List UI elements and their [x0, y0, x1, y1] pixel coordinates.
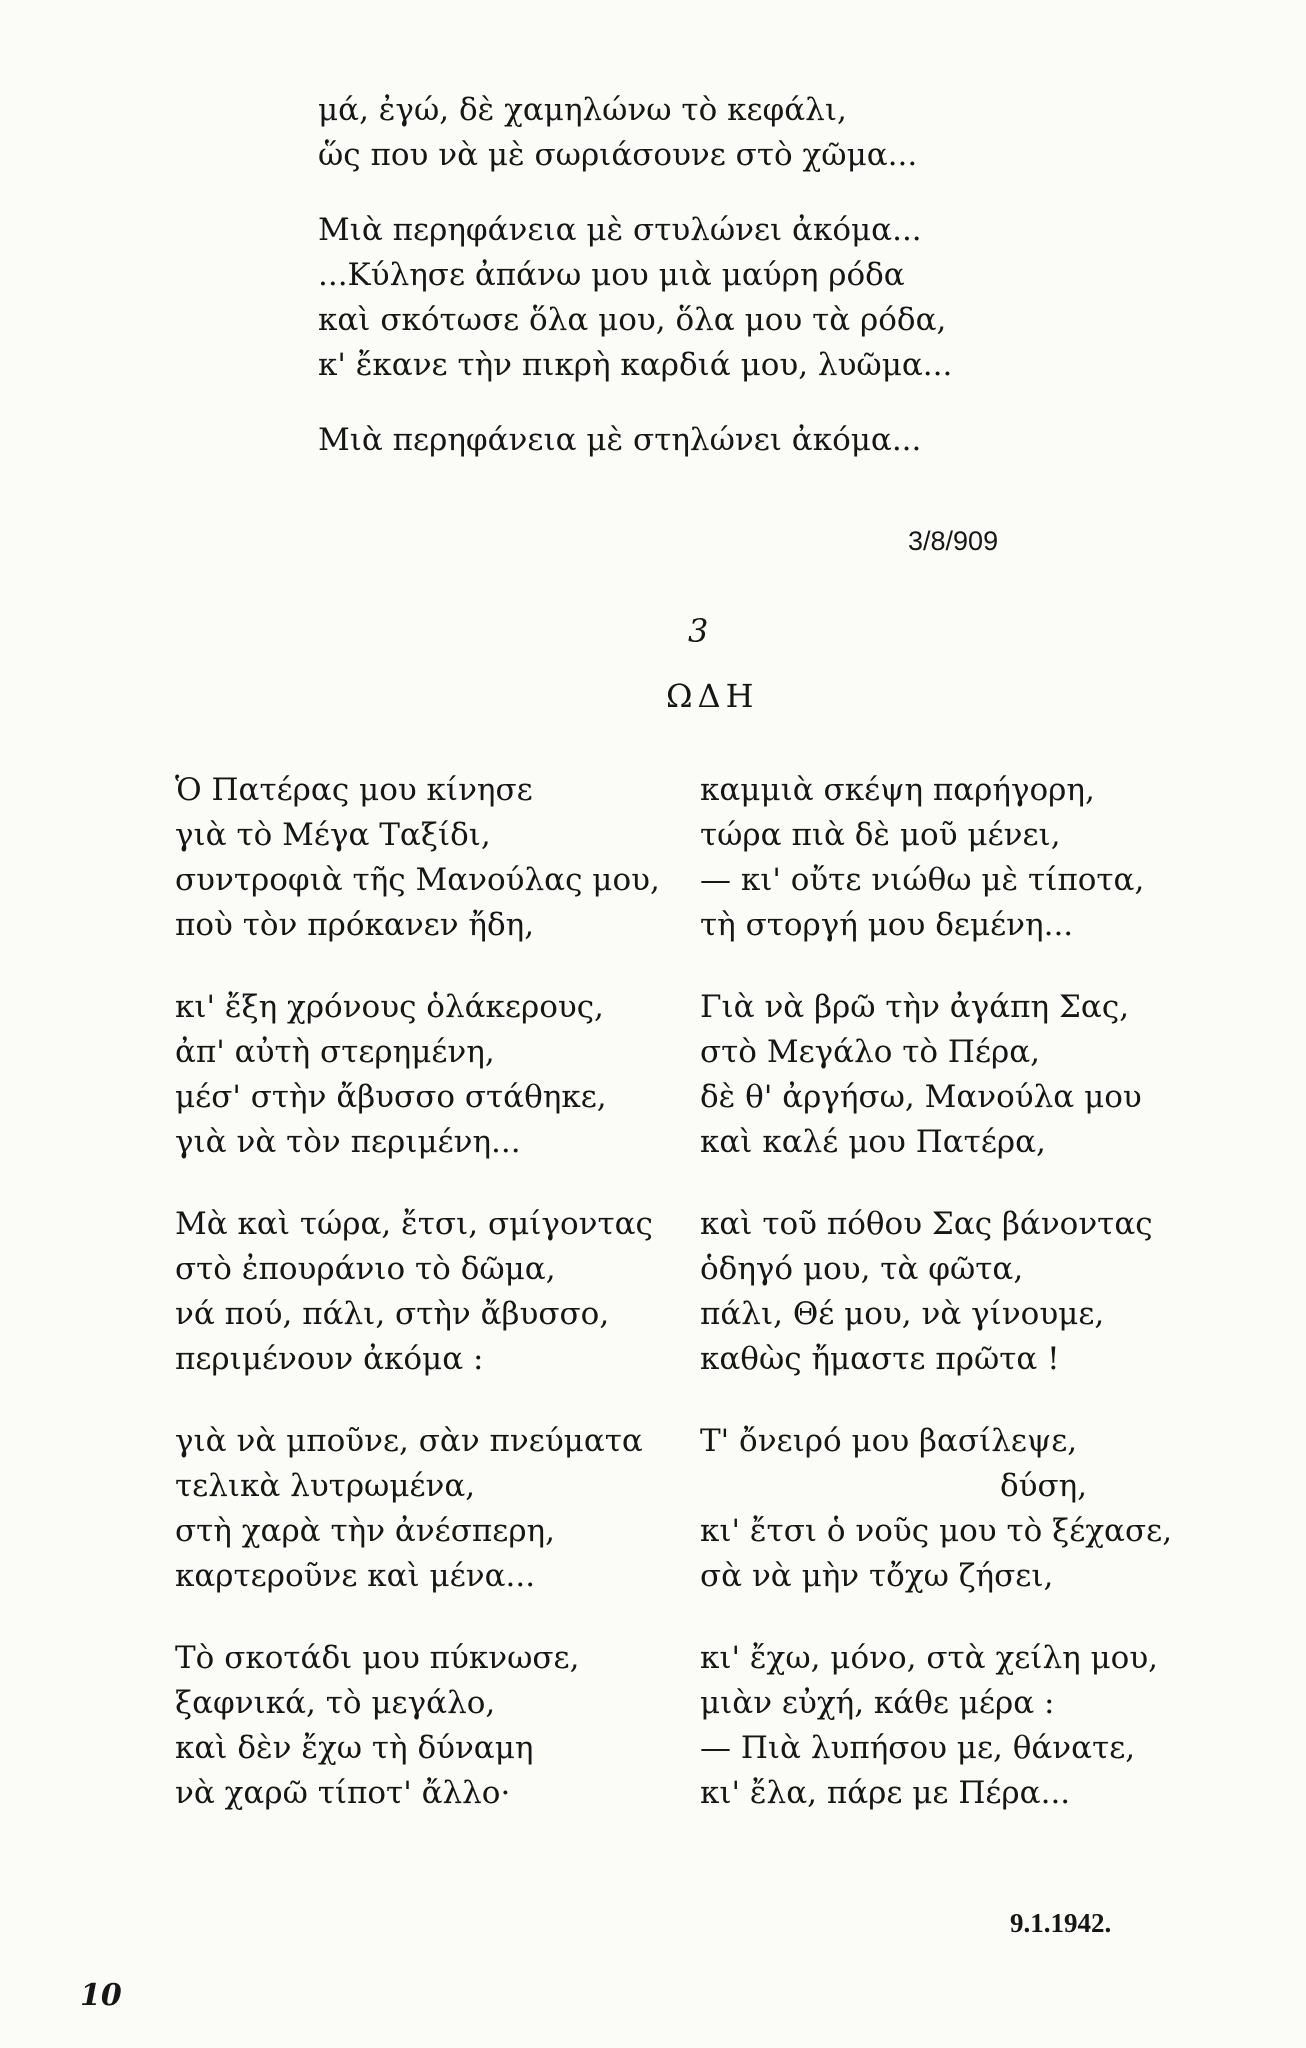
verse-line: κι' ἔξη χρόνους ὁλάκερους,: [175, 989, 604, 1025]
page-number: 10: [80, 1978, 122, 2013]
verse-line: γιὰ νὰ μποῦνε, σὰν πνεύματα: [175, 1423, 643, 1459]
stanza: [175, 768, 695, 948]
verse-line: νά πού, πάλι, στὴν ἄβυσσο,: [175, 1296, 610, 1332]
stanza: [700, 1202, 1220, 1382]
verse-line: γιὰ τὸ Μέγα Ταξίδι,: [175, 817, 491, 853]
stanza: [318, 418, 1078, 463]
verse-line: καὶ σκότωσε ὅλα μου, ὅλα μου τὰ ρόδα,: [318, 302, 947, 338]
poem-date: 9.1.1942.: [1010, 1908, 1112, 1938]
verse-line: συντροφιὰ τῆς Μανούλας μου,: [175, 862, 660, 898]
verse-line: στὴ χαρὰ τὴν ἀνέσπερη,: [175, 1513, 555, 1549]
poem-continuation: [318, 88, 1078, 493]
verse-line: καρτεροῦνε καὶ μένα...: [175, 1558, 536, 1594]
verse-line: Τ' ὄνειρό μου βασίλεψε,: [700, 1423, 1078, 1459]
verse-line: γιὰ νὰ τὸν περιμένη...: [175, 1124, 521, 1160]
verse-line: ὥς που νὰ μὲ σωριάσουνε στὸ χῶμα...: [318, 137, 918, 173]
verse-line: σὰ νὰ μὴν τὄχω ζήσει,: [700, 1558, 1054, 1594]
verse-line: τώρα πιὰ δὲ μοῦ μένει,: [700, 817, 1061, 853]
stanza: [700, 1636, 1220, 1816]
verse-line: τὴ στοργή μου δεμένη...: [700, 907, 1074, 943]
verse-line: κ' ἔκανε τὴν πικρὴ καρδιά μου, λυῶμα...: [318, 347, 953, 383]
verse-line: κι' ἔλα, πάρε με Πέρα...: [700, 1775, 1071, 1811]
verse-line: καὶ καλέ μου Πατέρα,: [700, 1124, 1046, 1160]
verse-line: δὲ θ' ἀργήσω, Μανούλα μου: [700, 1079, 1142, 1115]
stanza: [318, 208, 1078, 388]
verse-line: μέσ' στὴν ἄβυσσο στάθηκε,: [175, 1079, 607, 1115]
verse-line: στὸ ἐπουράνιο τὸ δῶμα,: [175, 1251, 556, 1287]
verse-line: κι' ἔτσι ὁ νοῦς μου τὸ ξέχασε,: [700, 1513, 1173, 1549]
verse-line: — Πιὰ λυπήσου με, θάνατε,: [700, 1730, 1136, 1766]
stanza: [318, 88, 1078, 178]
poem-right-column: [700, 768, 1220, 1853]
verse-line: νὰ χαρῶ τίποτ' ἄλλο·: [175, 1775, 511, 1811]
stanza: [175, 985, 695, 1165]
verse-line: ποὺ τὸν πρόκανεν ἤδη,: [175, 907, 535, 943]
verse-line: ὁδηγό μου, τὰ φῶτα,: [700, 1251, 1024, 1287]
verse-line: Μὰ καὶ τώρα, ἔτσι, σμίγοντας: [175, 1206, 653, 1242]
verse-line: Μιὰ περηφάνεια μὲ στυλώνει ἀκόμα...: [318, 212, 922, 248]
poem-left-column: [175, 768, 695, 1853]
verse-line: Γιὰ νὰ βρῶ τὴν ἀγάπη Σας,: [700, 989, 1130, 1025]
stanza: [175, 1419, 695, 1599]
verse-line: ἀπ' αὐτὴ στερημένη,: [175, 1034, 495, 1070]
stanza: [700, 768, 1220, 948]
section-title: ΩΔΗ: [666, 677, 759, 715]
verse-line: περιμένουν ἀκόμα :: [175, 1341, 484, 1377]
verse-line: ξαφνικά, τὸ μεγάλο,: [175, 1685, 496, 1721]
stanza: [175, 1202, 695, 1382]
verse-line: καὶ δὲν ἔχω τὴ δύναμη: [175, 1730, 534, 1766]
section-number: 3: [688, 612, 709, 650]
stanza: [700, 1419, 1220, 1599]
verse-line: δύση,: [1000, 1468, 1088, 1504]
verse-line: καθὼς ἤμαστε πρῶτα !: [700, 1341, 1060, 1377]
verse-line: μά, ἐγώ, δὲ χαμηλώνω τὸ κεφάλι,: [318, 92, 847, 128]
verse-line: ...Κύλησε ἀπάνω μου μιὰ μαύρη ρόδα: [318, 257, 905, 293]
verse-line: καμμιὰ σκέψη παρήγορη,: [700, 772, 1095, 808]
verse-line: Ὁ Πατέρας μου κίνησε: [175, 772, 533, 808]
verse-line: στὸ Μεγάλο τὸ Πέρα,: [700, 1034, 1041, 1070]
verse-line: καὶ τοῦ πόθου Σας βάνοντας: [700, 1206, 1153, 1242]
verse-line: — κι' οὔτε νιώθω μὲ τίποτα,: [700, 862, 1145, 898]
verse-line: Μιὰ περηφάνεια μὲ στηλώνει ἀκόμα...: [318, 422, 922, 458]
verse-line: Τὸ σκοτάδι μου πύκνωσε,: [175, 1640, 580, 1676]
verse-line: μιὰν εὐχή, κάθε μέρα :: [700, 1685, 1055, 1721]
verse-line: κι' ἔχω, μόνο, στὰ χείλη μου,: [700, 1640, 1159, 1676]
stanza: [175, 1636, 695, 1816]
verse-line: τελικὰ λυτρωμένα,: [175, 1468, 476, 1504]
poem-date: 3/8/909: [908, 526, 999, 556]
stanza: [700, 985, 1220, 1165]
verse-line: πάλι, Θέ μου, νὰ γίνουμε,: [700, 1296, 1105, 1332]
